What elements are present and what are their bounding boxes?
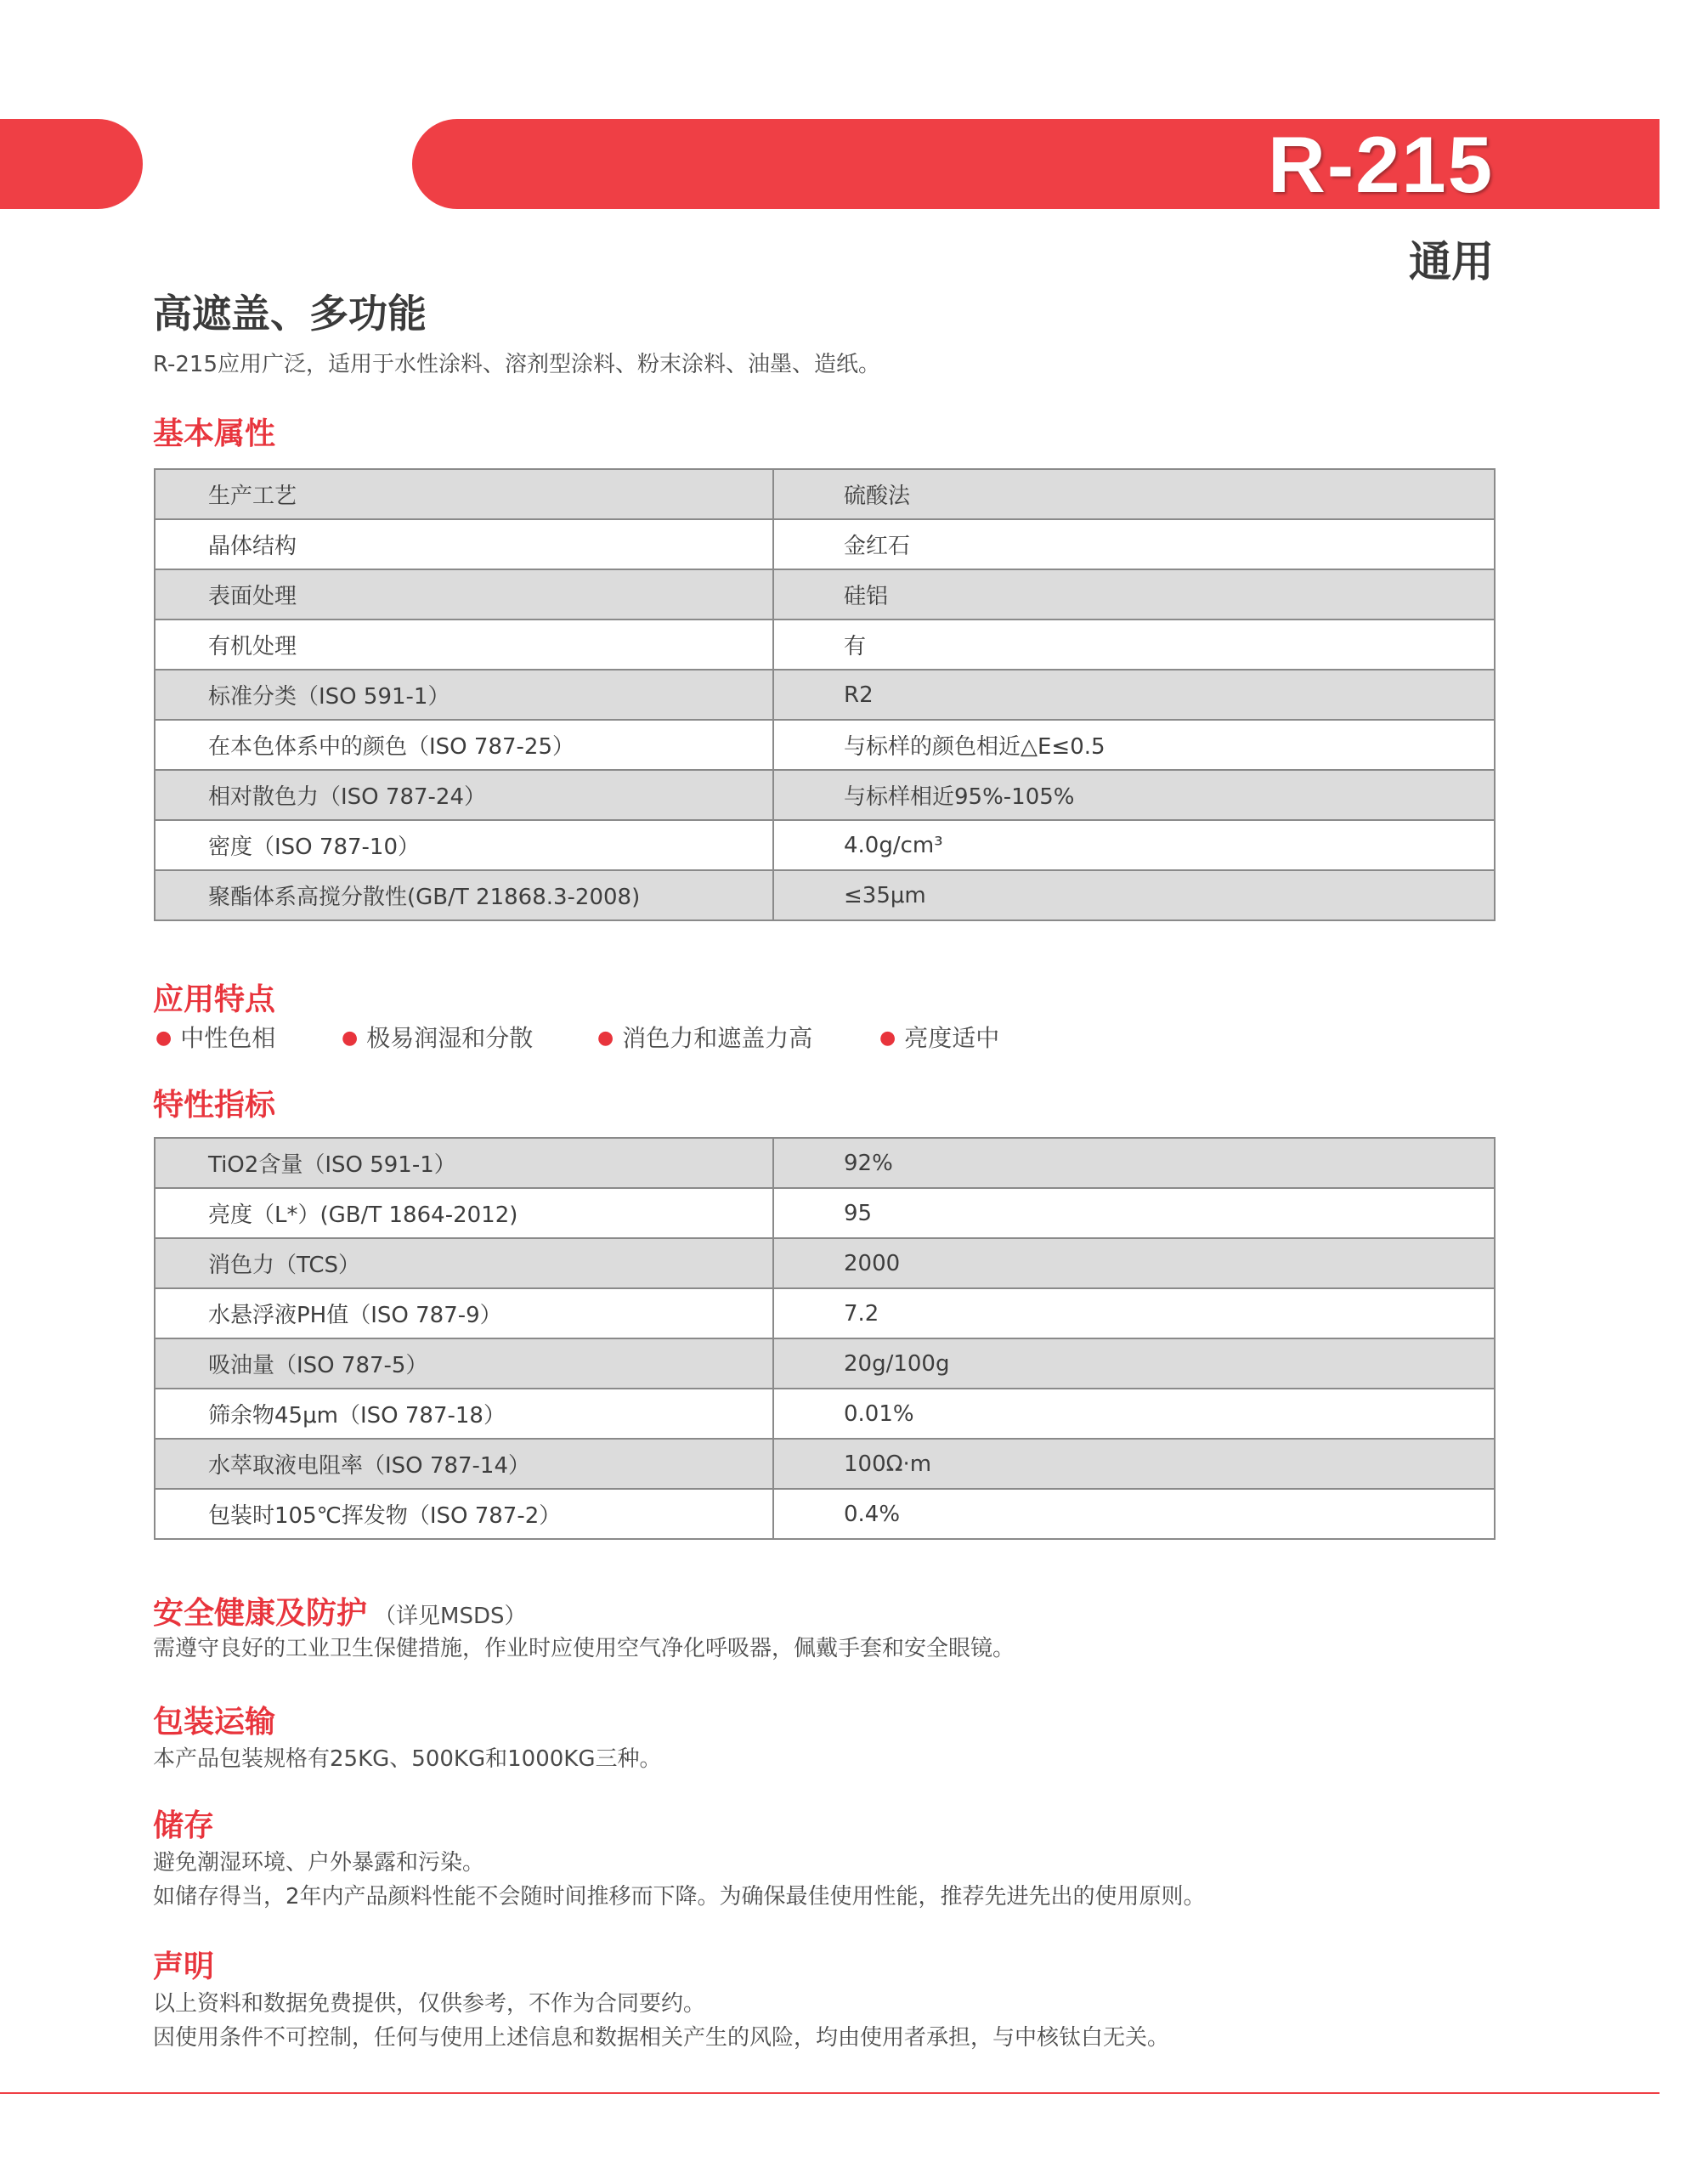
bullet-icon: ● <box>597 1027 614 1049</box>
property-value: 与标样相近95%-105% <box>773 770 1495 820</box>
headline: 高遮盖、多功能 <box>153 291 427 337</box>
bullet-icon: ● <box>155 1027 172 1049</box>
property-value: 0.01% <box>773 1389 1495 1439</box>
property-value: 20g/100g <box>773 1338 1495 1389</box>
basic-properties-title: 基本属性 <box>153 416 276 451</box>
statement-title: 声明 <box>153 1949 215 1984</box>
property-value: R2 <box>773 670 1495 720</box>
table-row <box>155 1288 1495 1338</box>
footer-rule <box>0 2092 1660 2094</box>
property-name: 标准分类（ISO 591-1） <box>155 670 773 720</box>
property-name: 有机处理 <box>155 620 773 670</box>
table-row <box>155 1138 1495 1188</box>
feature-item: ● 中性色相 <box>155 1024 276 1052</box>
product-model: R-215 <box>1267 120 1494 209</box>
property-value: 95 <box>773 1188 1495 1238</box>
property-value: 与标样的颜色相近△E≤0.5 <box>773 720 1495 770</box>
property-name: 密度（ISO 787-10） <box>155 820 773 870</box>
property-value: 4.0g/cm³ <box>773 820 1495 870</box>
property-name: 表面处理 <box>155 569 773 620</box>
packaging-title: 包装运输 <box>153 1705 276 1740</box>
features-list <box>153 1020 1496 1054</box>
property-value: 100Ω·m <box>773 1439 1495 1489</box>
table-row <box>155 870 1495 920</box>
property-name: 筛余物45μm（ISO 787-18） <box>155 1389 773 1439</box>
header-band-left <box>0 119 143 209</box>
storage-line-2: 如储存得当，2年内产品颜料性能不会随时间推移而下降。为确保最佳使用性能，推荐先进先出的使用原则。 <box>153 1884 1206 1910</box>
table-row <box>155 770 1495 820</box>
table-row <box>155 1238 1495 1288</box>
property-name: 生产工艺 <box>155 469 773 519</box>
statement-line-1: 以上资料和数据免费提供，仅供参考，不作为合同要约。 <box>153 1991 706 2017</box>
property-name: 吸油量（ISO 787-5） <box>155 1338 773 1389</box>
basic-properties-table <box>154 468 1496 921</box>
feature-item: ● 极易润湿和分散 <box>342 1024 534 1052</box>
table-row <box>155 670 1495 720</box>
table-row <box>155 720 1495 770</box>
bullet-icon: ● <box>879 1027 896 1049</box>
property-name: 聚酯体系高搅分散性(GB/T 21868.3-2008) <box>155 870 773 920</box>
property-value: 92% <box>773 1138 1495 1188</box>
packaging-text: 本产品包装规格有25KG、500KG和1000KG三种。 <box>153 1746 662 1772</box>
features-title: 应用特点 <box>153 982 276 1017</box>
property-value: 硫酸法 <box>773 469 1495 519</box>
property-value: 有 <box>773 620 1495 670</box>
statement-line-2: 因使用条件不可控制，任何与使用上述信息和数据相关产生的风险，均由使用者承担，与中核钛白无关。 <box>153 2025 1170 2051</box>
property-value: 7.2 <box>773 1288 1495 1338</box>
property-value: ≤35μm <box>773 870 1495 920</box>
table-row <box>155 469 1495 519</box>
table-row <box>155 1338 1495 1389</box>
table-row <box>155 519 1495 569</box>
property-value: 金红石 <box>773 519 1495 569</box>
property-name: 水萃取液电阻率（ISO 787-14） <box>155 1439 773 1489</box>
storage-line-1: 避免潮湿环境、户外暴露和污染。 <box>153 1850 485 1876</box>
table-row <box>155 820 1495 870</box>
table-row <box>155 1439 1495 1489</box>
property-name: TiO2含量（ISO 591-1） <box>155 1138 773 1188</box>
property-value: 0.4% <box>773 1489 1495 1539</box>
indicators-title: 特性指标 <box>153 1088 276 1123</box>
feature-item: ● 亮度适中 <box>879 1024 1000 1052</box>
property-name: 消色力（TCS） <box>155 1238 773 1288</box>
property-name: 包装时105℃挥发物（ISO 787-2） <box>155 1489 773 1539</box>
table-row <box>155 1389 1495 1439</box>
table-row <box>155 1489 1495 1539</box>
safety-note: （详见MSDS） <box>374 1604 527 1629</box>
property-name: 水悬浮液PH值（ISO 787-9） <box>155 1288 773 1338</box>
safety-title: 安全健康及防护 （详见MSDS） <box>153 1596 527 1631</box>
safety-text: 需遵守良好的工业卫生保健措施，作业时应使用空气净化呼吸器，佩戴手套和安全眼镜。 <box>153 1636 1015 1661</box>
feature-item: ● 消色力和遮盖力高 <box>597 1024 813 1052</box>
property-name: 在本色体系中的颜色（ISO 787-25） <box>155 720 773 770</box>
table-row <box>155 620 1495 670</box>
property-name: 亮度（L*）(GB/T 1864-2012) <box>155 1188 773 1238</box>
product-usage: 通用 <box>1409 237 1494 286</box>
bullet-icon: ● <box>342 1027 359 1049</box>
indicators-table <box>154 1137 1496 1540</box>
storage-title: 储存 <box>153 1808 215 1843</box>
property-value: 2000 <box>773 1238 1495 1288</box>
table-row <box>155 1188 1495 1238</box>
property-name: 相对散色力（ISO 787-24） <box>155 770 773 820</box>
property-value: 硅铝 <box>773 569 1495 620</box>
property-name: 晶体结构 <box>155 519 773 569</box>
intro-text: R-215应用广泛，适用于水性涂料、溶剂型涂料、粉末涂料、油墨、造纸。 <box>153 352 881 377</box>
table-row <box>155 569 1495 620</box>
